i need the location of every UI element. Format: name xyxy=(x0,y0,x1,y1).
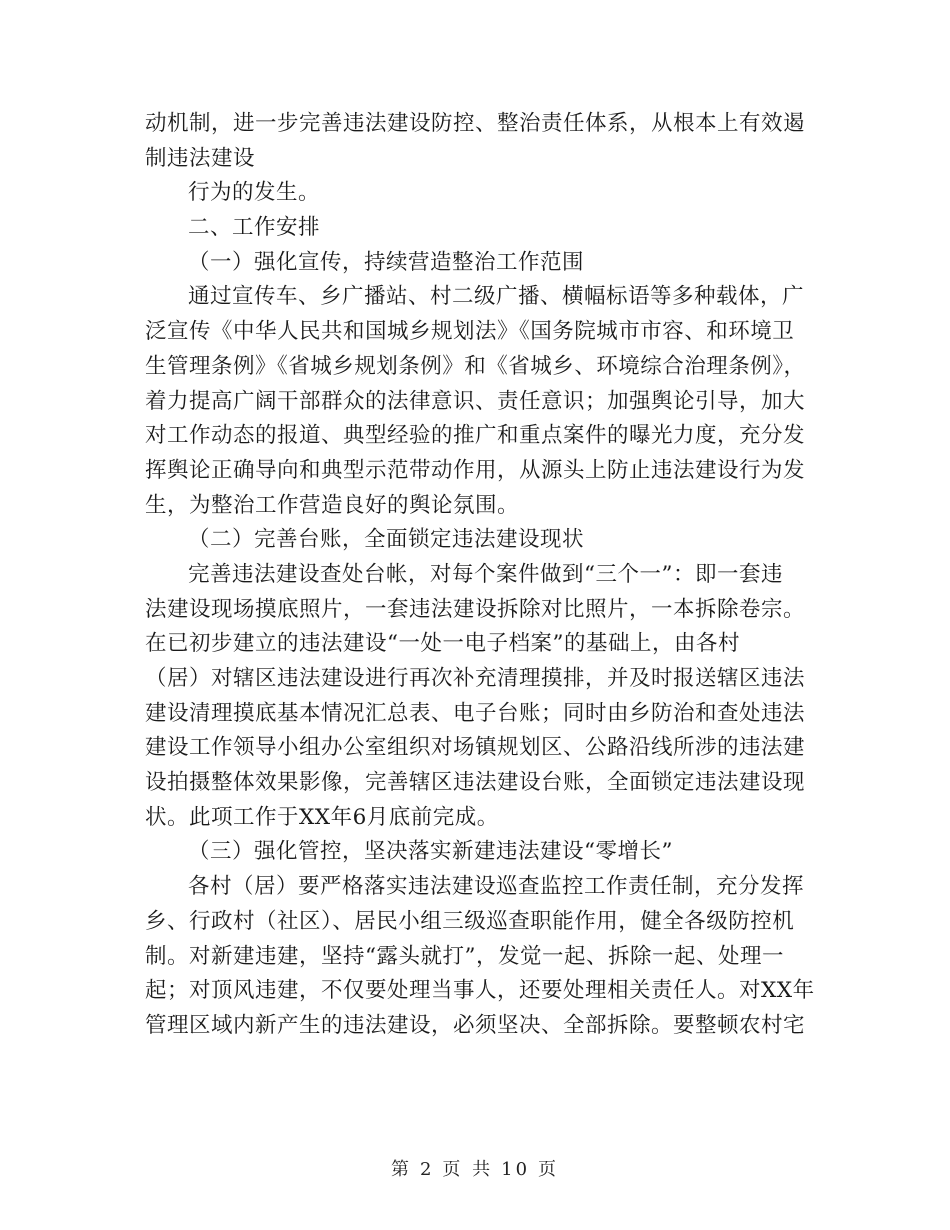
subsection-heading: （一）强化宣传，持续营造整治工作范围 xyxy=(188,249,585,275)
paragraph-line: 状。此项工作于XX年6月底前完成。 xyxy=(145,804,499,830)
paragraph-line: 泛宣传《中华人民共和国城乡规划法》《国务院城市市容、和环境卫 xyxy=(145,319,795,345)
paragraph-line: 设拍摄整体效果影像，完善辖区违法建设台账，全面锁定违法建设现 xyxy=(145,770,806,796)
paragraph-line: 建设清理摸底基本情况汇总表、电子台账；同时由乡防治和查处违法 xyxy=(145,700,806,726)
paragraph-line: 生，为整治工作营造良好的舆论氛围。 xyxy=(145,492,520,518)
page-footer xyxy=(0,1155,950,1181)
paragraph-line: 通过宣传车、乡广播站、村二级广播、横幅标语等多种载体，广 xyxy=(188,284,805,310)
footer-total-pages: 10 xyxy=(501,1159,531,1180)
paragraph-line: 对工作动态的报道、典型经验的推广和重点案件的曝光力度，充分发 xyxy=(145,423,806,449)
paragraph-line: 挥舆论正确导向和典型示范带动作用，从源头上防止违法建设行为发 xyxy=(145,457,806,483)
footer-middle: 页 共 xyxy=(442,1159,494,1180)
paragraph-line: 各村（居）要严格落实违法建设巡查监控工作责任制，充分发挥 xyxy=(188,874,805,900)
footer-suffix: 页 xyxy=(538,1159,560,1180)
paragraph-line: 乡、行政村（社区）、居民小组三级巡查职能作用，健全各级防控机 xyxy=(145,908,795,934)
paragraph-line: 建设工作领导小组办公室组织对场镇规划区、公路沿线所涉的违法建 xyxy=(145,735,806,761)
paragraph-line: 在已初步建立的违法建设“一处一电子档案”的基础上，由各村 xyxy=(145,631,740,657)
footer-page-number: 2 xyxy=(419,1159,435,1180)
paragraph-line: 完善违法建设查处台帐，对每个案件做到“三个一”：即一套违 xyxy=(188,561,783,587)
footer-prefix: 第 xyxy=(390,1159,412,1180)
section-heading: 二、工作安排 xyxy=(188,215,321,241)
document-body xyxy=(145,107,815,1044)
paragraph-line: 起；对顶风违建，不仅要处理当事人，还要处理相关责任人。对XX年 xyxy=(145,978,815,1004)
paragraph-line: 着力提高广阔干部群众的法律意识、责任意识；加强舆论引导，加大 xyxy=(145,388,806,414)
paragraph-line: 行为的发生。 xyxy=(188,180,321,206)
paragraph-line: 管理区域内新产生的违法建设，必须坚决、全部拆除。要整顿农村宅 xyxy=(145,1012,806,1038)
paragraph-line: 制。对新建违建，坚持“露头就打”，发觉一起、拆除一起、处理一 xyxy=(145,943,784,969)
paragraph-line: （居）对辖区违法建设进行再次补充清理摸排，并及时报送辖区违法 xyxy=(145,666,806,691)
subsection-heading: （三）强化管控，坚决落实新建违法建设“零增长” xyxy=(188,839,673,865)
subsection-heading: （二）完善台账，全面锁定违法建设现状 xyxy=(188,527,585,553)
paragraph-line: 制违法建设 xyxy=(145,145,256,171)
paragraph-line: 法建设现场摸底照片，一套违法建设拆除对比照片，一本拆除卷宗。 xyxy=(145,596,806,622)
paragraph-line: 动机制，进一步完善违法建设防控、整治责任体系，从根本上有效遏 xyxy=(145,111,806,136)
paragraph-line: 生管理条例》《省城乡规划条例》和《省城乡、环境综合治理条例》， xyxy=(145,353,806,379)
